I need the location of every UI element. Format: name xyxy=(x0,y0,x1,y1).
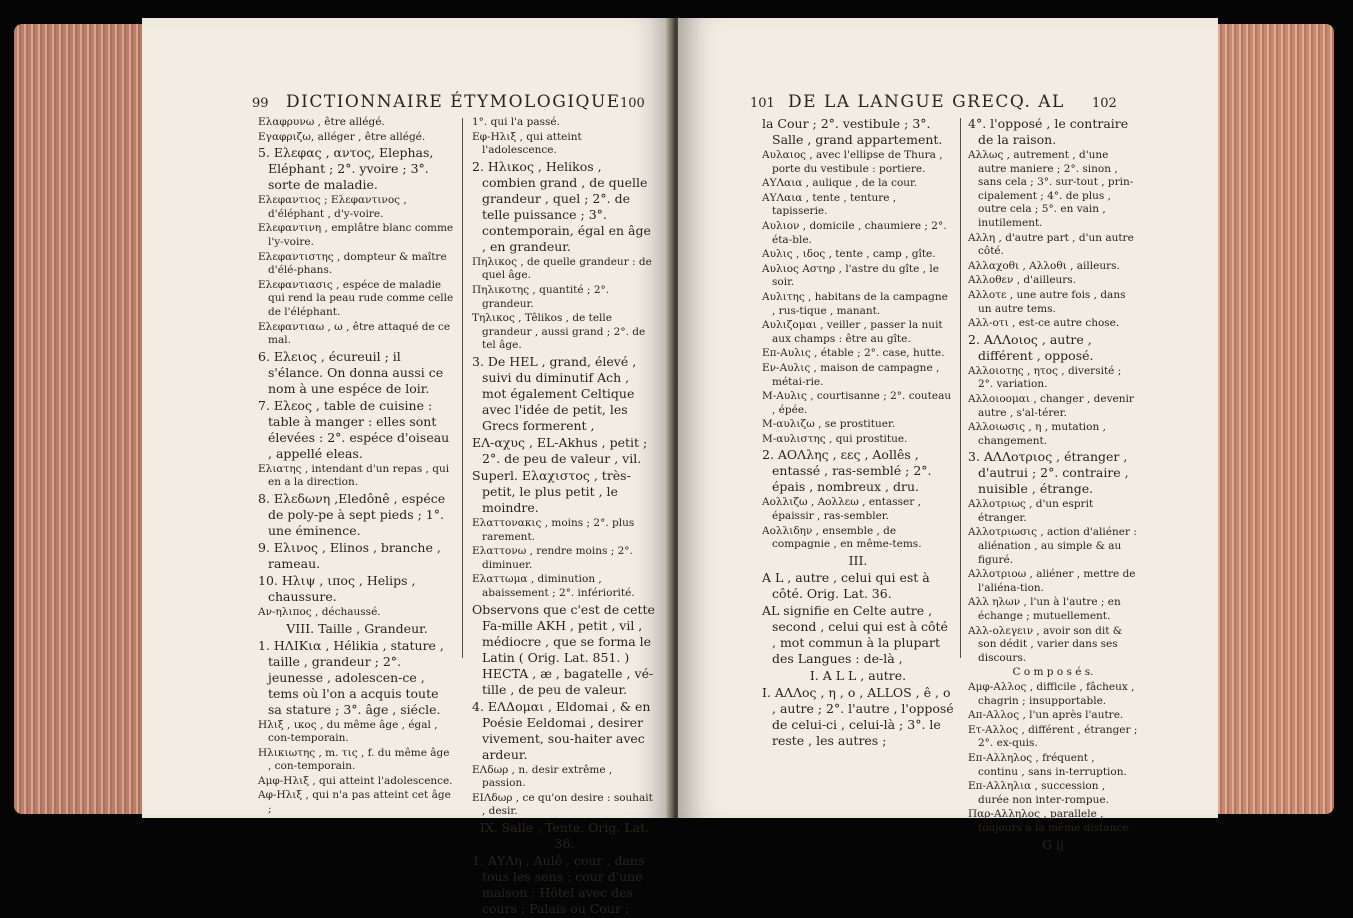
dictionary-entry: G ij xyxy=(1042,836,1064,852)
dictionary-entry: Αολλιδην , ensemble , de compagnie , en même-tems. xyxy=(762,524,922,551)
dictionary-entry: 10. Ηλιψ , ιπος , Helips , chaussure. xyxy=(258,572,416,604)
dictionary-entry: Ετ-Αλλος , différent , étranger ; 2°. ex-quis. xyxy=(968,723,1138,750)
dictionary-entry: Ελιατης , intendant d'un repas , qui en a la direction. xyxy=(258,462,450,489)
dictionary-entry: VIII. Taille , Grandeur. xyxy=(286,620,428,636)
dictionary-entry: Εφ-Ηλιξ , qui atteint l'adolescence. xyxy=(472,130,582,157)
dictionary-entry: Observons que c'est de cette Fa-mille AKH , petit , vil , médiocre , que se forma le Latin ( Orig. Lat. 851. ) HECTA , æ , bagatelle , vé-tille , de peu de valeur. xyxy=(472,601,655,697)
dictionary-entry: Αυλιζομαι , veiller , passer la nuit aux champs : être au gîte. xyxy=(762,319,943,345)
column-divider xyxy=(462,118,463,658)
dictionary-entry: Ελαφρυνω , être allégé. xyxy=(258,116,385,128)
right-running-header: DE LA LANGUE GRECQ. AL xyxy=(788,92,1065,112)
right-column-2 xyxy=(968,116,1138,854)
dictionary-entry: Αλλ-ολεγειν , avoir son dit & son dédit , varier dans ses discours. xyxy=(968,624,1123,664)
dictionary-entry: Ελεφαντιασις , espéce de maladie qui rend la peau rude comme celle de l'éléphant. xyxy=(258,278,454,318)
dictionary-entry: AL signifie en Celte autre , second , celui qui est à côté , mot commun à la plupart des Langues : de-là , xyxy=(762,602,948,666)
dictionary-entry: 1. ΑΥΛη , Aulê , cour , dans tous les sens : cour d'une maison : Hôtel avec des cours : Palais ou Cour : xyxy=(472,852,645,916)
dictionary-entry: Αλλοτριοω , aliéner , mettre de l'aliéna-tion. xyxy=(968,568,1136,594)
dictionary-entry: Αλλοιωσις , η , mutation , changement. xyxy=(968,421,1106,447)
left-page-number-alt: 100 xyxy=(620,96,645,111)
dictionary-entry: Αφ-Ηλιξ , qui n'a pas atteint cet âge ; xyxy=(258,789,451,816)
dictionary-entry: Αυλιτης , habitans de la campagne , rus-tique , manant. xyxy=(762,290,948,317)
left-column-2 xyxy=(472,116,657,918)
dictionary-entry: Μ-αυλιζω , se prostituer. xyxy=(762,418,896,431)
dictionary-entry: 2. Ηλικος , Helikos , combien grand , de quelle grandeur , quel ; 2°. de telle puissance ; 3°. contemporain, égal en âge , en grandeur. xyxy=(472,158,651,254)
dictionary-entry: A L , autre , celui qui est à côté. Orig. Lat. 36. xyxy=(762,569,930,601)
dictionary-entry: ΕΛδωρ , n. desir extrême , passion. xyxy=(472,763,613,790)
dictionary-entry: Αλλως , autrement , d'une autre maniere ; 2°. sinon , sans cela ; 3°. sur-tout , prin-cipalement ; 4°. de plus , outre cela ; 5°. en vain , inutilement. xyxy=(968,149,1134,229)
dictionary-entry: Ελεφαντιστης , dompteur & maître d'élé-phans. xyxy=(258,250,447,277)
dictionary-entry: ΕΛ-αχυς , EL-Akhus , petit ; 2°. de peu de valeur , vil. xyxy=(472,434,648,466)
dictionary-entry: Επ-Αυλις , étable ; 2°. case, hutte. xyxy=(762,347,945,360)
dictionary-entry: 5. Ελεφας , αντος, Elephas, Eléphant ; 2°. yvoire ; 3°. sorte de maladie. xyxy=(258,145,434,193)
dictionary-entry: Μ-Αυλις , courtisanne ; 2°. couteau , épée. xyxy=(762,390,952,416)
dictionary-entry: Αλλοτε , une autre fois , dans un autre tems. xyxy=(968,288,1126,315)
dictionary-entry: Ελαττονακις , moins ; 2°. plus rarement. xyxy=(472,516,635,543)
dictionary-entry: Superl. Ελαχιστος , très-petit, le plus petit , le moindre. xyxy=(472,467,631,515)
dictionary-entry: 7. Ελεος , table de cuisine : table à manger : elles sont élevées : 2°. espéce d'oiseau , appellé eleas. xyxy=(258,397,450,461)
dictionary-entry: Αυλαιος , avec l'ellipse de Thura , porte du vestibule : portiere. xyxy=(762,149,943,175)
dictionary-entry: Αλλοθεν , d'ailleurs. xyxy=(968,274,1077,287)
right-page-number: 101 xyxy=(750,96,775,111)
dictionary-entry: IX. Salle , Tente. Orig. Lat. 36. xyxy=(479,819,650,851)
dictionary-entry: C o m p o s é s. xyxy=(1012,666,1094,679)
left-running-header: DICTIONNAIRE ÉTYMOLOGIQUE xyxy=(286,92,621,112)
dictionary-entry: Απ-Αλλος , l'un après l'autre. xyxy=(968,709,1124,722)
dictionary-entry: I. A L L , autre. xyxy=(809,667,907,683)
open-book xyxy=(14,18,1344,916)
dictionary-entry: Αλλη , d'autre part , d'un autre côté. xyxy=(968,231,1134,258)
dictionary-entry: Αμφ-Ηλιξ , qui atteint l'adolescence. xyxy=(258,774,453,787)
dictionary-entry: Ελεφαντιαω , ω , être attaqué de ce mal. xyxy=(258,320,451,347)
right-page xyxy=(678,18,1218,852)
dictionary-entry: 6. Ελειος , écureuil ; il s'élance. On donna aussi ce nom à une espéce de loir. xyxy=(258,348,444,396)
dictionary-entry: I. ΑΛΛος , η , ο , ALLOS , ê , o , autre ; 2°. l'autre , l'opposé de celui-ci , celui-là ; 3°. le reste , les autres ; xyxy=(762,684,954,748)
left-page-number: 99 xyxy=(252,96,269,111)
dictionary-entry: Επ-Αλληλος , fréquent , continu , sans in-terruption. xyxy=(968,751,1127,778)
dictionary-entry: Ηλικιωτης , m. τις , f. du même âge , con-temporain. xyxy=(258,746,450,773)
dictionary-entry: 8. Ελεδωνη ,Eledônê , espéce de poly-pe à sept pieds ; 1°. une éminence. xyxy=(258,490,446,538)
dictionary-entry: Ελαττωμα , diminution , abaissement ; 2°. infériorité. xyxy=(472,573,635,599)
dictionary-entry: Αλλοτριωσις , action d'aliéner : aliénation , au simple & au figuré. xyxy=(968,526,1137,566)
dictionary-entry: Ελαττονω , rendre moins ; 2°. diminuer. xyxy=(472,545,633,571)
dictionary-entry: Αν-ηλιπος , déchaussé. xyxy=(258,605,381,618)
dictionary-entry: Αλλαχοθι , Αλλοθι , ailleurs. xyxy=(968,259,1120,272)
dictionary-entry: Αλλ ηλων , l'un à l'autre ; en échange ; mutuellement. xyxy=(968,596,1121,623)
dictionary-entry: Αλλ-οτι , est-ce autre chose. xyxy=(968,317,1120,330)
dictionary-entry: Αολλιζω , Αολλεω , entasser , épaissir , ras-sembler. xyxy=(762,496,921,523)
dictionary-entry: la Cour ; 2°. vestibule ; 3°. Salle , grand appartement. xyxy=(762,116,943,147)
dictionary-entry: 4°. l'opposé , le contraire de la raison. xyxy=(968,116,1129,147)
dictionary-entry: 2. ΑΛΛοιος , autre , différent , opposé. xyxy=(968,331,1094,363)
dictionary-entry: 1. ΗΛΙΚια , Hélikia , stature , taille , grandeur ; 2°. jeunesse , adolescen-ce , tems où l'on a acquis toute sa stature ; 3°. âge , siécle. xyxy=(258,637,444,717)
dictionary-entry: Αλλοιοτης , ητος , diversité ; 2°. variation. xyxy=(968,364,1122,391)
dictionary-entry: ΑΥΛαια , aulique , de la cour. xyxy=(762,177,918,190)
dictionary-entry: Αμφ-Αλλος , difficile , fâcheux , chagrin ; insupportable. xyxy=(968,681,1135,707)
dictionary-entry: Εγαφριζω, alléger , être allégé. xyxy=(258,130,426,143)
dictionary-entry: Μ-αυλιστης , qui prostitue. xyxy=(762,432,908,445)
dictionary-entry: Ηλιξ , ικος , du même âge , égal , con-temporain. xyxy=(258,718,438,745)
dictionary-entry: Αυλιον , domicile , chaumiere ; 2°. éta-ble. xyxy=(762,219,947,246)
dictionary-entry: Αλλοιοομαι , changer , devenir autre , s'al-térer. xyxy=(968,392,1134,419)
dictionary-entry: 9. Ελινος , Elinos , branche , rameau. xyxy=(258,539,441,571)
dictionary-entry: Εν-Αυλις , maison de campagne , métai-rie. xyxy=(762,361,940,388)
dictionary-entry: 2. ΑΟΛλης , εες , Aollês , entassé , ras-semblé ; 2°. épais , nombreux , dru. xyxy=(762,447,932,495)
left-page xyxy=(142,18,672,916)
dictionary-entry: ΑΥΛαια , tente , tenture , tapisserie. xyxy=(762,191,897,218)
dictionary-entry: Πηλικοτης , quantité ; 2°. grandeur. xyxy=(472,283,610,310)
dictionary-entry: Παρ-Αλληλος , parallele , toujours à la même distance. xyxy=(968,808,1132,834)
dictionary-entry: Αυλις , ιδος , tente , camp , gîte. xyxy=(762,248,936,261)
dictionary-entry: Αλλοτριως , d'un esprit étranger. xyxy=(968,498,1094,524)
right-column-1 xyxy=(762,116,954,750)
dictionary-entry: 3. ΑΛΛοτριος , étranger , d'autrui ; 2°. contraire , nuisible , étrange. xyxy=(968,449,1129,497)
dictionary-entry: Αυλιος Αστηρ , l'astre du gîte , le soir. xyxy=(762,262,939,289)
dictionary-entry: Τηλικος , Têlikos , de telle grandeur , aussi grand ; 2°. de tel âge. xyxy=(472,312,646,352)
dictionary-entry: ΕΙΛδωρ , ce qu'on desire : souhait , desir. xyxy=(472,791,653,818)
dictionary-entry: 3. De HEL , grand, élevé , suivi du diminutif Ach , mot également Celtique avec l'idée de petit, les Grecs formerent , xyxy=(472,353,637,433)
right-page-number-alt: 102 xyxy=(1092,96,1117,111)
column-divider xyxy=(960,118,961,658)
dictionary-entry: III. xyxy=(848,552,868,568)
dictionary-entry: 1°. qui l'a passé. xyxy=(472,116,560,128)
dictionary-entry: Πηλικος , de quelle grandeur : de quel âge. xyxy=(472,255,652,282)
dictionary-entry: 4. ΕΛΔομαι , Eldomai , & en Poésie Eeldomai , desirer vivement, sou-haiter avec ardeur. xyxy=(472,698,651,762)
dictionary-entry: Ελεφαντινη , emplâtre blanc comme l'y-voire. xyxy=(258,222,454,248)
left-column-1 xyxy=(258,116,456,818)
dictionary-entry: Ελεφαντιος ; Ελεφαντινος , d'éléphant , d'y-voire. xyxy=(258,194,407,220)
dictionary-entry: Επ-Αλληλια , succession , durée non inter-rompue. xyxy=(968,780,1109,806)
